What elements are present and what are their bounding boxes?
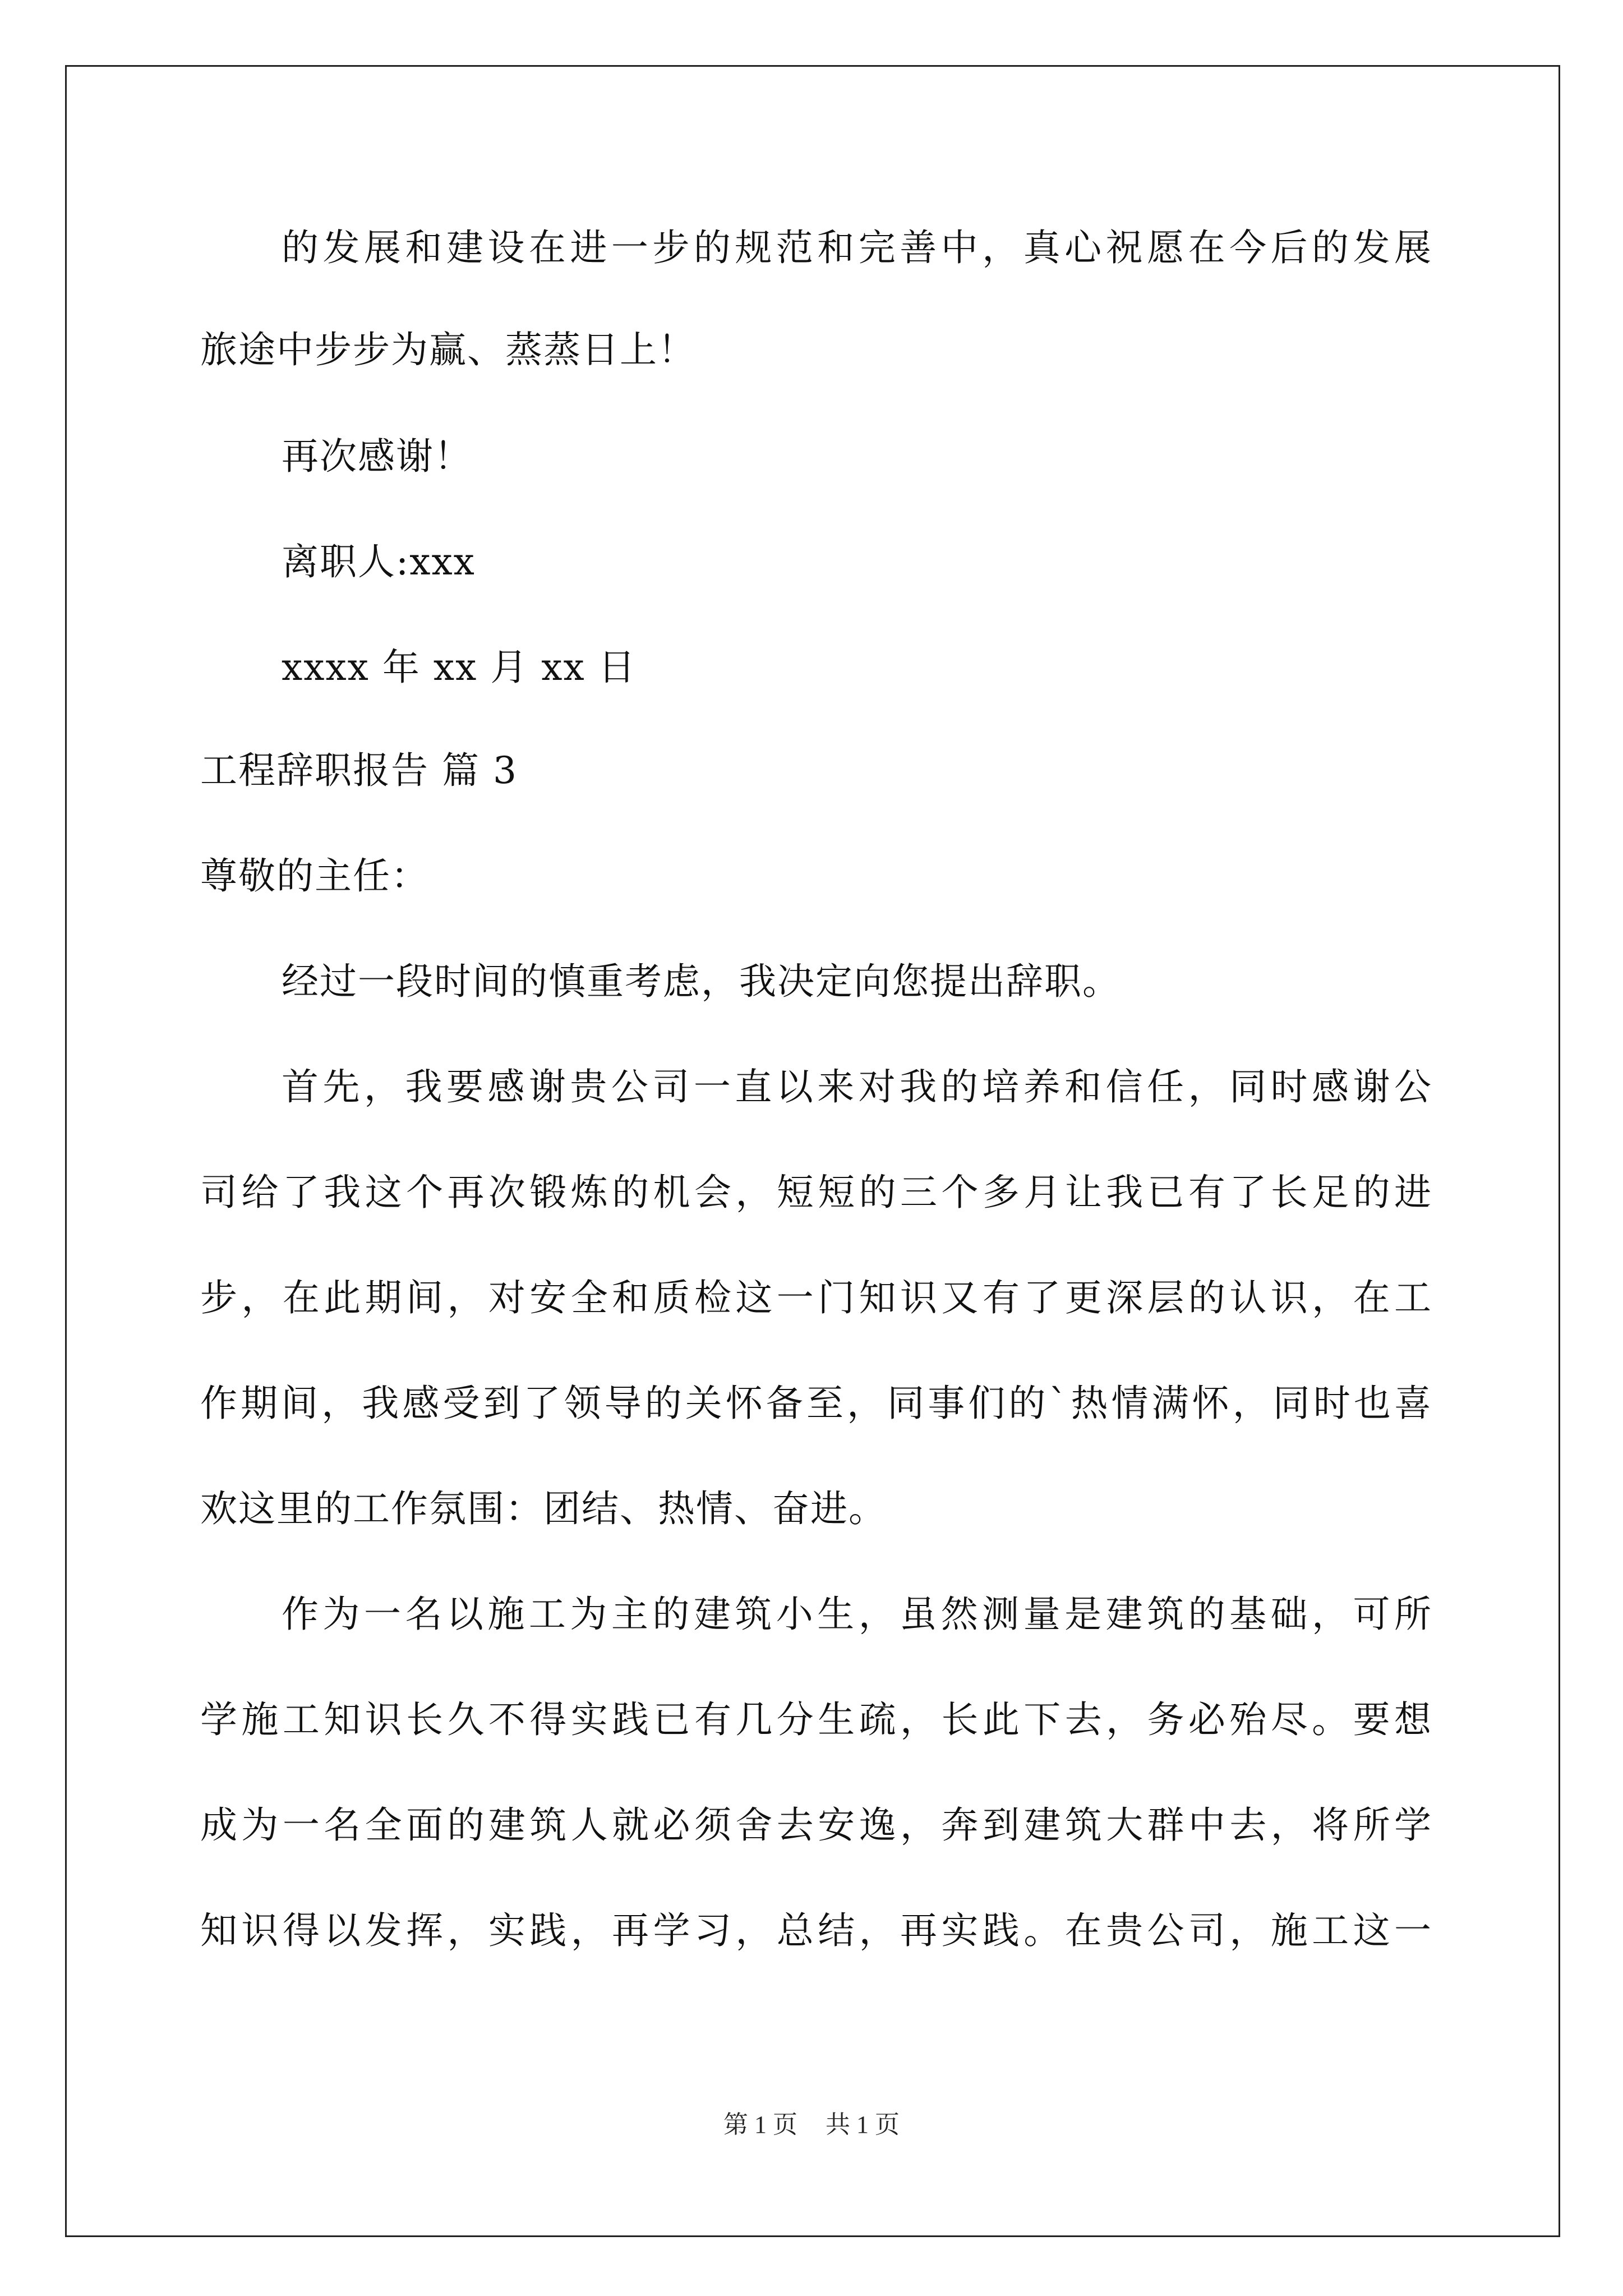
- closing-thanks: 再次感谢！: [282, 435, 472, 478]
- section-heading: 工程辞职报告 篇 3: [200, 749, 518, 792]
- signature-date: xxxx 年 xx 月 xx 日: [282, 646, 637, 689]
- paragraph-line: 经过一段时间的慎重考虑，我决定向您提出辞职。: [282, 960, 1121, 1003]
- paragraph-line: 学施工知识长久不得实践已有几分生疏，长此下去，务必殆尽。要想: [200, 1698, 1431, 1741]
- paragraph-line: 首先，我要感谢贵公司一直以来对我的培养和信任，同时感谢公: [282, 1065, 1431, 1108]
- salutation: 尊敬的主任：: [200, 854, 429, 898]
- paragraph-line: 作期间，我感受到了领导的关怀备至，同事们的`热情满怀，同时也喜: [200, 1382, 1431, 1425]
- page-footer: [0, 2109, 1623, 2141]
- paragraph-line: 知识得以发挥，实践，再学习，总结，再实践。在贵公司，施工这一: [200, 1909, 1431, 1952]
- page-total: 共 1 页: [826, 2111, 900, 2138]
- paragraph-line: 成为一名全面的建筑人就必须舍去安逸，奔到建筑大群中去，将所学: [200, 1803, 1431, 1847]
- signature-name: 离职人:xxx: [282, 540, 476, 583]
- paragraph-line: 作为一名以施工为主的建筑小生，虽然测量是建筑的基础，可所: [282, 1593, 1431, 1636]
- paragraph-line: 欢这里的工作氛围：团结、热情、奋进。: [200, 1487, 887, 1530]
- paragraph-line: 的发展和建设在进一步的规范和完善中，真心祝愿在今后的发展: [282, 226, 1431, 269]
- paragraph-line: 旅途中步步为赢、蒸蒸日上！: [200, 328, 696, 371]
- page-number: 第 1 页: [723, 2111, 797, 2138]
- paragraph-line: 司给了我这个再次锻炼的机会，短短的三个多月让我已有了长足的进: [200, 1171, 1431, 1214]
- paragraph-line: 步，在此期间，对安全和质检这一门知识又有了更深层的认识，在工: [200, 1276, 1431, 1319]
